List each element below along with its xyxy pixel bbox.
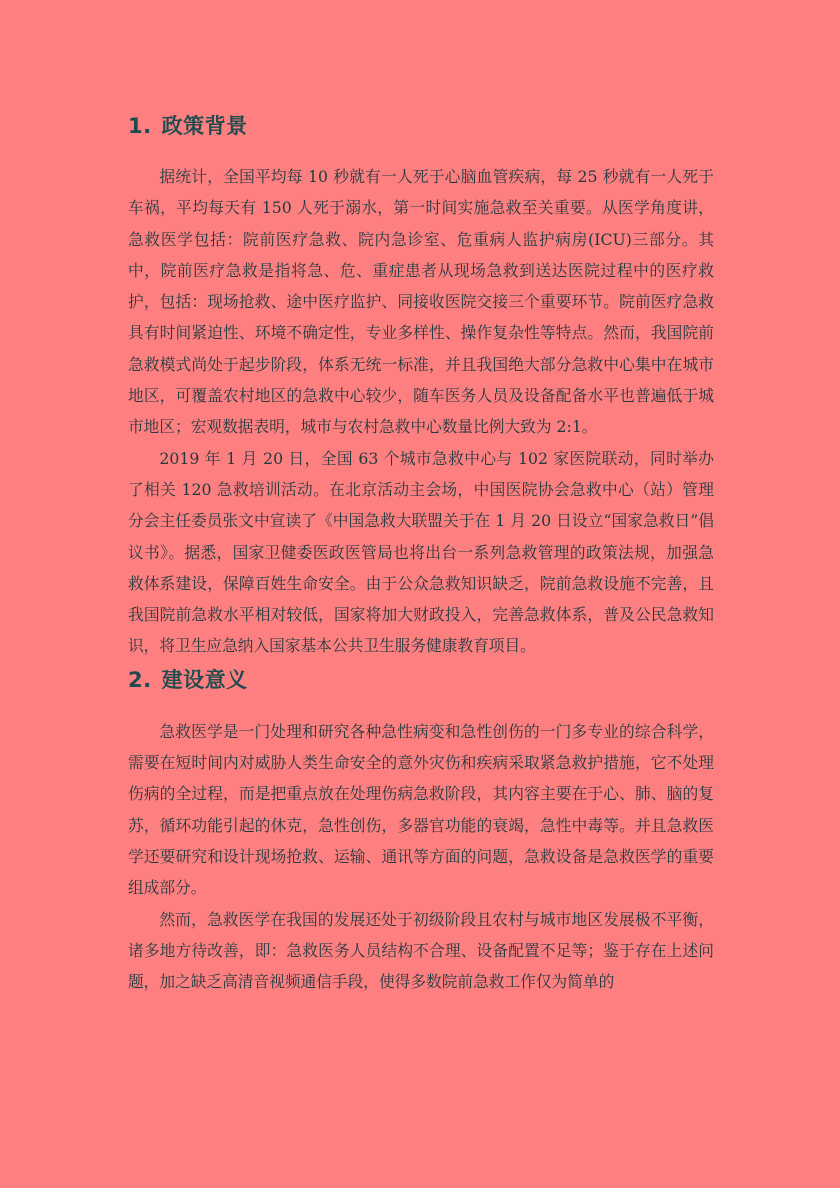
paragraph: 然而，急救医学在我国的发展还处于初级阶段且农村与城市地区发展极不平衡，诸多地方待改善，即：急救医务人员结构不合理、设备配置不足等；鉴于存在上述问题，加之缺乏高清音视频通信手段，使得多数院前急救工作仅为简单的 [128, 909, 714, 992]
paragraph: 据统计，全国平均每 10 秒就有一人死于心脑血管疾病，每 25 秒就有一人死于车祸，平均每天有 150 人死于溺水，第一时间实施急救至关重要。从医学角度讲，急救医学包括：院前医疗急救、院内急诊室、危重病人监护病房(ICU)三部分。其中，院前医疗急救是指将急、危、重症患者从现场急救到送达医院过程中的医疗救护，包括：现场抢救、途中医疗监护、同接收医院交接三个重要环节。院前医疗急救具有时间紧迫性、环境不确定性，专业多样性、操作复杂性等特点。然而，我国院前急救模式尚处于起步阶段，体系无统一标准，并且我国绝大部分急救中心集中在城市地区，可覆盖农村地区的急救中心较少，随车医务人员及设备配备水平也普遍低于城市地区；宏观数据表明，城市与农村急救中心数量比例大致为 2:1。 [128, 167, 714, 437]
section-number: 1. [128, 114, 152, 138]
paragraph: 2019 年 1 月 20 日，全国 63 个城市急救中心与 102 家医院联动，同时举办了相关 120 急救培训活动。在北京活动主会场，中国医院协会急救中心（站）管理分会主任委员张文中宣读了《中国急救大联盟关于在 1 月 20 日设立“国家急救日”倡议书》。据悉，国家卫健委医政医管局也将出台一系列急救管理的政策法规，加强急救体系建设，保障百姓生命安全。由于公众急救知识缺乏，院前急救设施不完善，且我国院前急救水平相对较低，国家将加大财政投入，完善急救体系，普及公民急救知识，将卫生应急纳入国家基本公共卫生服务健康教育项目。 [128, 448, 714, 656]
section-heading-policy-background [128, 108, 714, 144]
section-title: 政策背景 [161, 114, 248, 138]
section-heading-construction-significance [128, 662, 714, 698]
section-title: 建设意义 [161, 667, 248, 692]
section-number: 2. [128, 667, 152, 692]
paragraph: 急救医学是一门处理和研究各种急性病变和急性创伤的一门多专业的综合科学，需要在短时间内对威胁人类生命安全的意外灾伤和疾病采取紧急救护措施，它不处理伤病的全过程，而是把重点放在处理伤病急救阶段，其内容主要在于心、肺、脑的复苏，循环功能引起的休克，急性创伤，多器官功能的衰竭，急性中毒等。并且急救医学还要研究和设计现场抢救、运输、通讯等方面的问题，急救设备是急救医学的重要组成部分。 [128, 721, 714, 898]
